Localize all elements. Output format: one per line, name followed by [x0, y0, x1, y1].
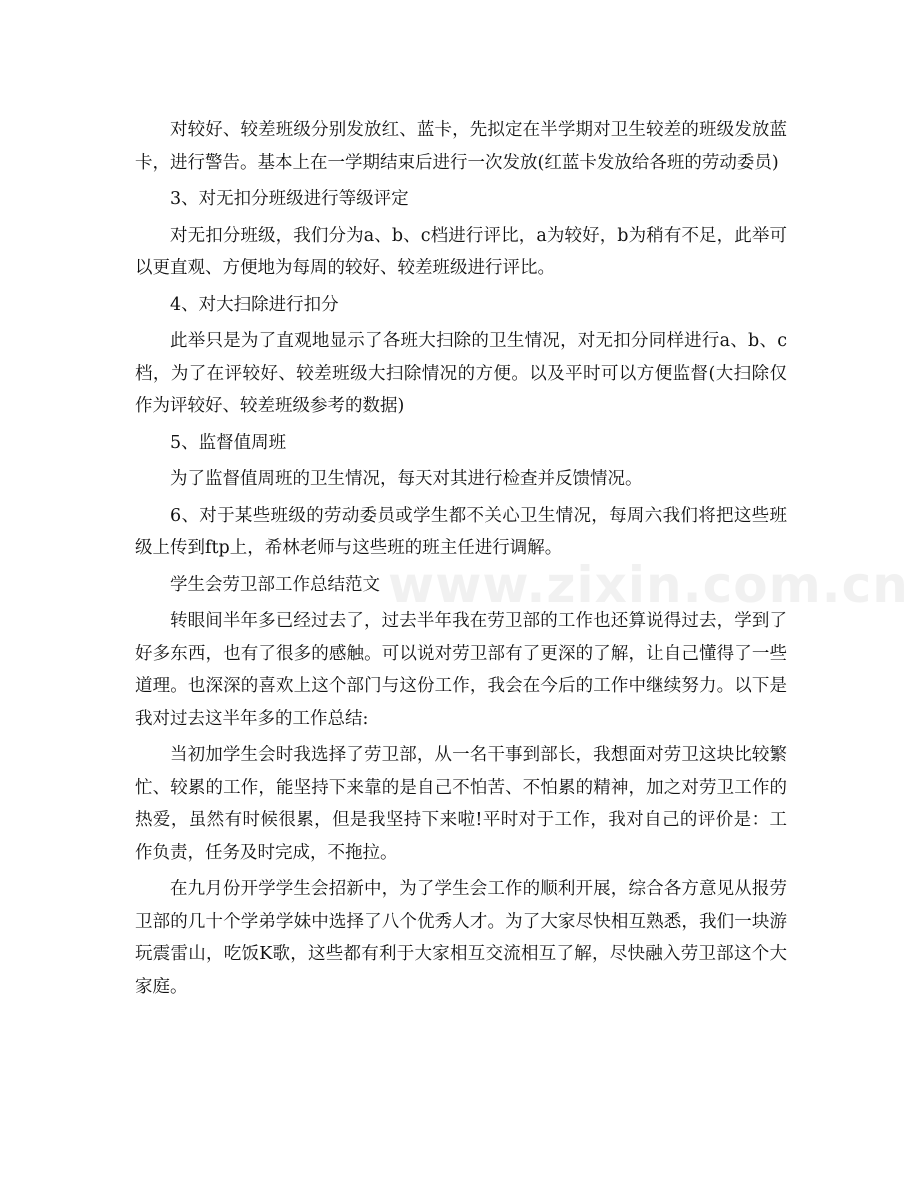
heading-item-5: 5、监督值周班 [170, 432, 287, 453]
paragraph-item-6: 6、对于某些班级的劳动委员或学生都不关心卫生情况，每周六我们将把这些班级上传到ftp上，希林老师与这些班的班主任进行调解。 [135, 505, 787, 558]
paragraph-intro: 转眼间半年多已经过去了，过去半年我在劳卫部的工作也还算说得过去，学到了好多东西，也有了很多的感触。可以说对劳卫部有了更深的了解，让自己懂得了一些道理。也深深的喜欢上这个部门与这份工作，我会在今后的工作中继续努力。以下是我对过去这半年多的工作总结: [135, 611, 787, 729]
paragraph-card-policy: 对较好、较差班级分别发放红、蓝卡，先拟定在半学期对卫生较差的班级发放蓝卡，进行警告。基本上在一学期结束后进行一次发放(红蓝卡发放给各班的劳动委员) [135, 120, 787, 173]
heading-item-3: 3、对无扣分班级进行等级评定 [170, 189, 409, 209]
paragraph-recruitment: 在九月份开学学生会招新中，为了学生会工作的顺利开展，综合各方意见从报劳卫部的几十个学弟学妹中选择了八个优秀人才。为了大家尽快相互熟悉，我们一块游玩震雷山，吃饭K歌，这些都有利于大家相互交流相互了解，尽快融入劳卫部这个大家庭。 [135, 879, 787, 997]
paragraph-joining: 当初加学生会时我选择了劳卫部，从一名干事到部长，我想面对劳卫这块比较繁忙、较累的工作，能坚持下来靠的是自己不怕苦、不怕累的精神，加之对劳卫工作的热爱，虽然有时候很累，但是我坚持下来啦!平时对于工作，我对自己的评价是：工作负责，任务及时完成，不拖拉。 [135, 745, 787, 863]
paragraph-duty-class: 为了监督值周班的卫生情况，每天对其进行检查并反馈情况。 [170, 469, 643, 489]
watermark-logo: www.zixin.com.cn [388, 556, 909, 614]
document-body [135, 114, 787, 1003]
heading-item-4: 4、对大扫除进行扣分 [170, 294, 339, 315]
paragraph-grade-rating: 对无扣分班级，我们分为a、b、c档进行评比，a为较好，b为稍有不足，此举可以更直观、方便地为每周的较好、较差班级进行评比。 [135, 225, 787, 278]
paragraph-cleanup-deduction: 此举只是为了直观地显示了各班大扫除的卫生情况，对无扣分同样进行a、b、c档，为了在评较好、较差班级大扫除情况的方便。以及平时可以方便监督(大扫除仅作为评较好、较差班级参考的数据) [135, 331, 787, 416]
section-title: 学生会劳卫部工作总结范文 [170, 574, 380, 595]
